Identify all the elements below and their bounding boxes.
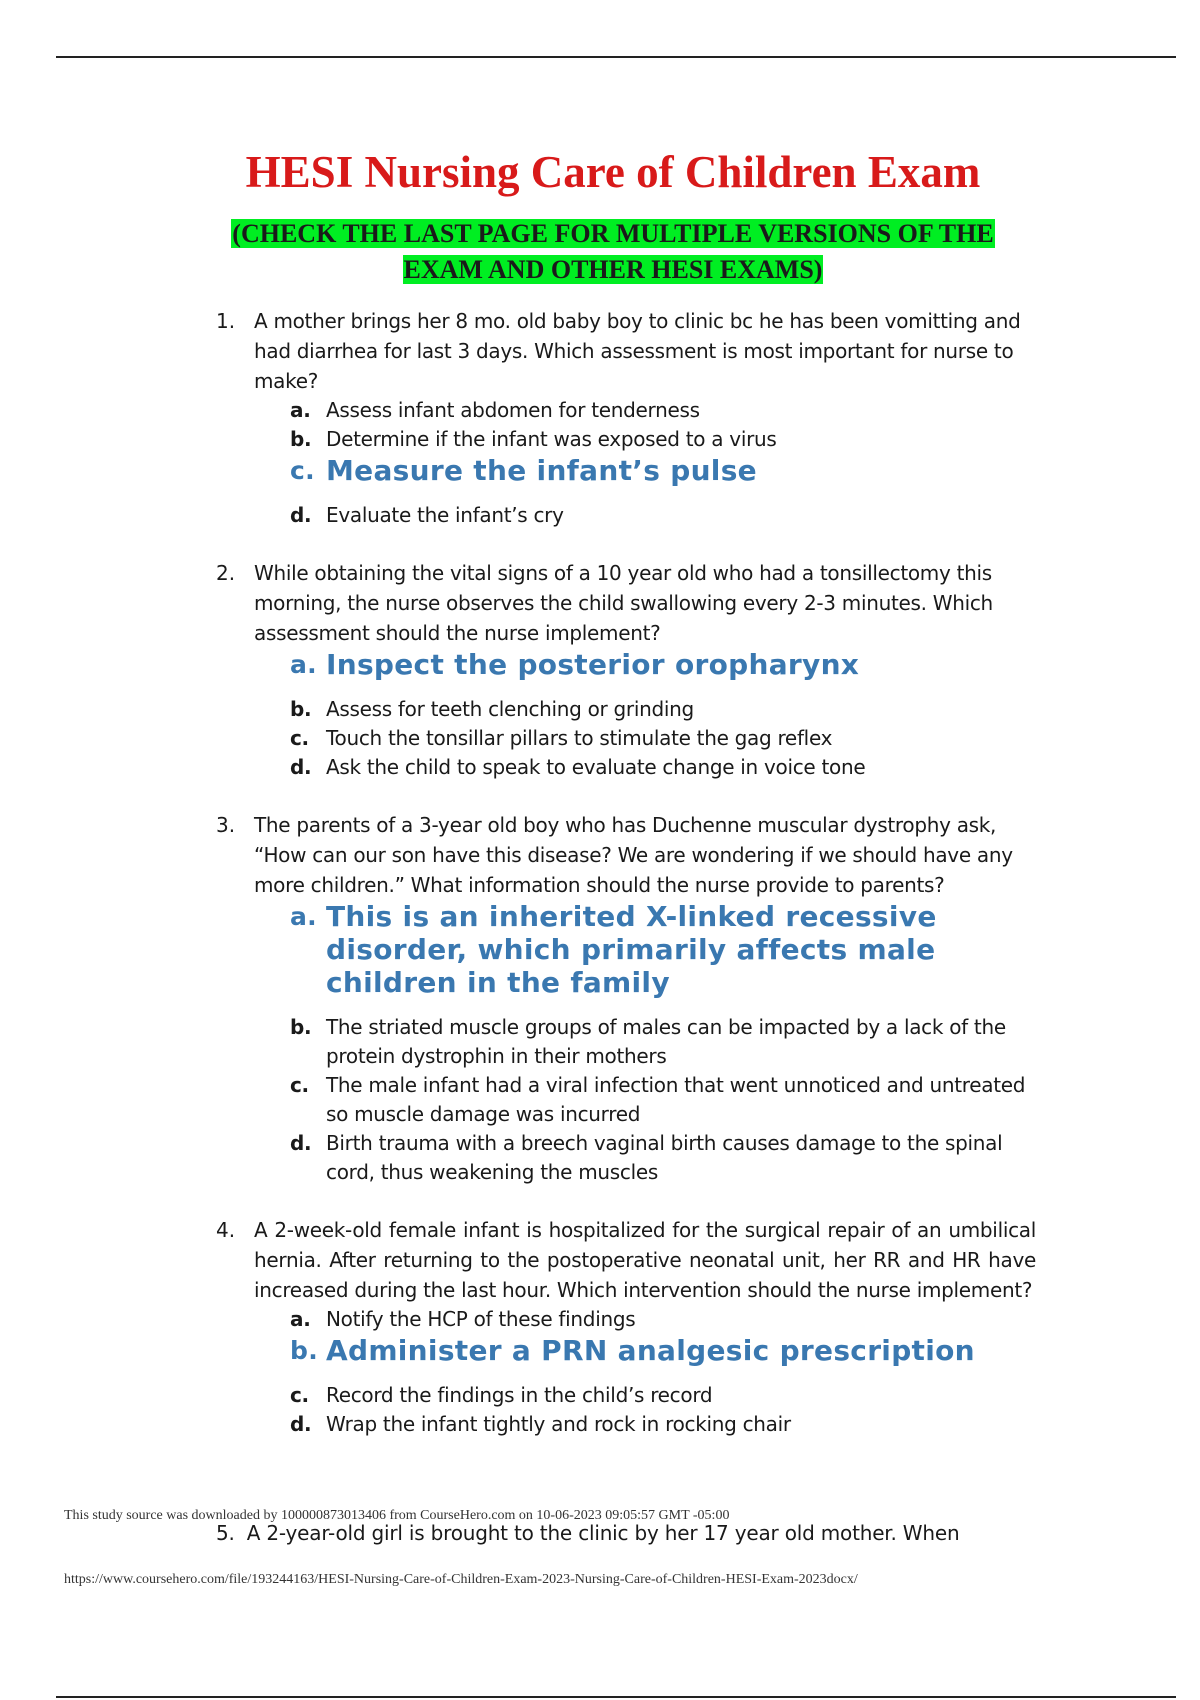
subtitle-notice xyxy=(150,216,1076,288)
option-letter: b. xyxy=(290,1015,312,1039)
subtitle-line-2: EXAM AND OTHER HESI EXAMS) xyxy=(403,255,823,284)
option-c xyxy=(254,1381,1036,1410)
option-text: The striated muscle groups of males can be impacted by a lack of the protein dystrophin in their mothers xyxy=(326,1015,1006,1068)
option-d xyxy=(254,753,1036,782)
question-number: 2. xyxy=(216,561,236,585)
option-text: Wrap the infant tightly and rock in rocking chair xyxy=(326,1412,791,1436)
option-a-correct-answer xyxy=(254,900,1036,999)
option-letter: a. xyxy=(290,1307,311,1331)
option-letter: b. xyxy=(290,427,312,451)
option-text: Record the findings in the child’s record xyxy=(326,1383,713,1407)
option-text: Touch the tonsillar pillars to stimulate the gag reflex xyxy=(326,726,833,750)
option-c xyxy=(254,724,1036,753)
question-3 xyxy=(216,810,1036,1187)
option-letter: d. xyxy=(290,1131,312,1155)
option-list xyxy=(254,900,1036,1187)
option-letter: d. xyxy=(290,1412,312,1436)
option-text: Measure the infant’s pulse xyxy=(326,454,757,487)
option-c xyxy=(254,1071,1036,1129)
option-d xyxy=(254,1129,1036,1187)
question-number: 5. xyxy=(216,1521,235,1545)
option-text: Birth trauma with a breech vaginal birth causes damage to the spinal cord, thus weakening the muscles xyxy=(326,1131,1003,1184)
question-list xyxy=(216,306,1036,1467)
option-text: Determine if the infant was exposed to a virus xyxy=(326,427,777,451)
option-a-correct-answer xyxy=(254,648,1036,681)
question-number: 4. xyxy=(216,1218,236,1242)
option-letter: b. xyxy=(290,697,312,721)
option-text: Ask the child to speak to evaluate change in voice tone xyxy=(326,755,866,779)
option-a xyxy=(254,1305,1036,1334)
option-b-correct-answer xyxy=(254,1334,1036,1367)
subtitle-line-1: (CHECK THE LAST PAGE FOR MULTIPLE VERSIONS OF THE xyxy=(232,219,994,248)
page-title: HESI Nursing Care of Children Exam xyxy=(245,147,981,197)
question-2 xyxy=(216,558,1036,782)
question-stem: While obtaining the vital signs of a 10 year old who had a tonsillectomy this morning, the nurse observes the child swallowing every 2-3 minutes. Which assessment should the nurse implement? xyxy=(254,561,993,645)
option-text: Notify the HCP of these findings xyxy=(326,1307,636,1331)
option-text: Assess for teeth clenching or grinding xyxy=(326,697,694,721)
option-b xyxy=(254,695,1036,724)
option-letter: a. xyxy=(290,398,311,422)
question-1 xyxy=(216,306,1036,530)
option-letter: c. xyxy=(290,1073,309,1097)
option-list xyxy=(254,396,1036,530)
option-letter: c. xyxy=(290,726,309,750)
option-d xyxy=(254,1410,1036,1439)
source-url-link[interactable]: https://www.coursehero.com/file/193244163/HESI-Nursing-Care-of-Children-Exam-2023-Nursing-Care-of-Children-HESI-Exam-2023docx/ xyxy=(64,1572,858,1587)
option-text: The male infant had a viral infection that went unnoticed and untreated so muscle damage was incurred xyxy=(326,1073,1026,1126)
question-stem: A mother brings her 8 mo. old baby boy to clinic bc he has been vomitting and had diarrhea for last 3 days. Which assessment is most important for nurse to make? xyxy=(254,309,1021,393)
option-text: Administer a PRN analgesic prescription xyxy=(326,1334,975,1367)
option-text: This is an inherited X-linked recessive disorder, which primarily affects male children in the family xyxy=(326,900,937,999)
option-text: Inspect the posterior oropharynx xyxy=(326,648,860,681)
option-b xyxy=(254,425,1036,454)
option-list xyxy=(254,1305,1036,1439)
question-number: 3. xyxy=(216,813,236,837)
question-stem: A 2-year-old girl is brought to the clinic by her 17 year old mother. When xyxy=(246,1521,960,1545)
option-c-correct-answer xyxy=(254,454,1036,487)
question-stem: The parents of a 3-year old boy who has Duchenne muscular dystrophy ask, “How can our son have this disease? We are wondering if we should have any more children.” What information should the nurse provide to parents? xyxy=(254,813,1013,897)
option-letter: c. xyxy=(290,456,315,485)
option-letter: a. xyxy=(290,902,317,931)
question-stem: A 2-week-old female infant is hospitalized for the surgical repair of an umbilical hernia. After returning to the postoperative neonatal unit, her RR and HR have increased during the last hour. Which intervention should the nurse implement? xyxy=(254,1218,1036,1302)
option-d xyxy=(254,501,1036,530)
option-letter: b. xyxy=(290,1336,318,1365)
option-list xyxy=(254,648,1036,782)
bottom-rule xyxy=(56,1696,1176,1698)
option-text: Evaluate the infant’s cry xyxy=(326,503,564,527)
download-source-notice: This study source was downloaded by 100000873013406 from CourseHero.com on 10-06-2023 09:05:57 GMT -05:00 xyxy=(64,1508,730,1523)
option-letter: c. xyxy=(290,1383,309,1407)
option-a xyxy=(254,396,1036,425)
option-letter: d. xyxy=(290,755,312,779)
option-letter: d. xyxy=(290,503,312,527)
option-b xyxy=(254,1013,1036,1071)
option-letter: a. xyxy=(290,650,317,679)
question-4 xyxy=(216,1215,1036,1439)
top-rule xyxy=(56,56,1176,58)
option-text: Assess infant abdomen for tenderness xyxy=(326,398,700,422)
question-number: 1. xyxy=(216,309,236,333)
